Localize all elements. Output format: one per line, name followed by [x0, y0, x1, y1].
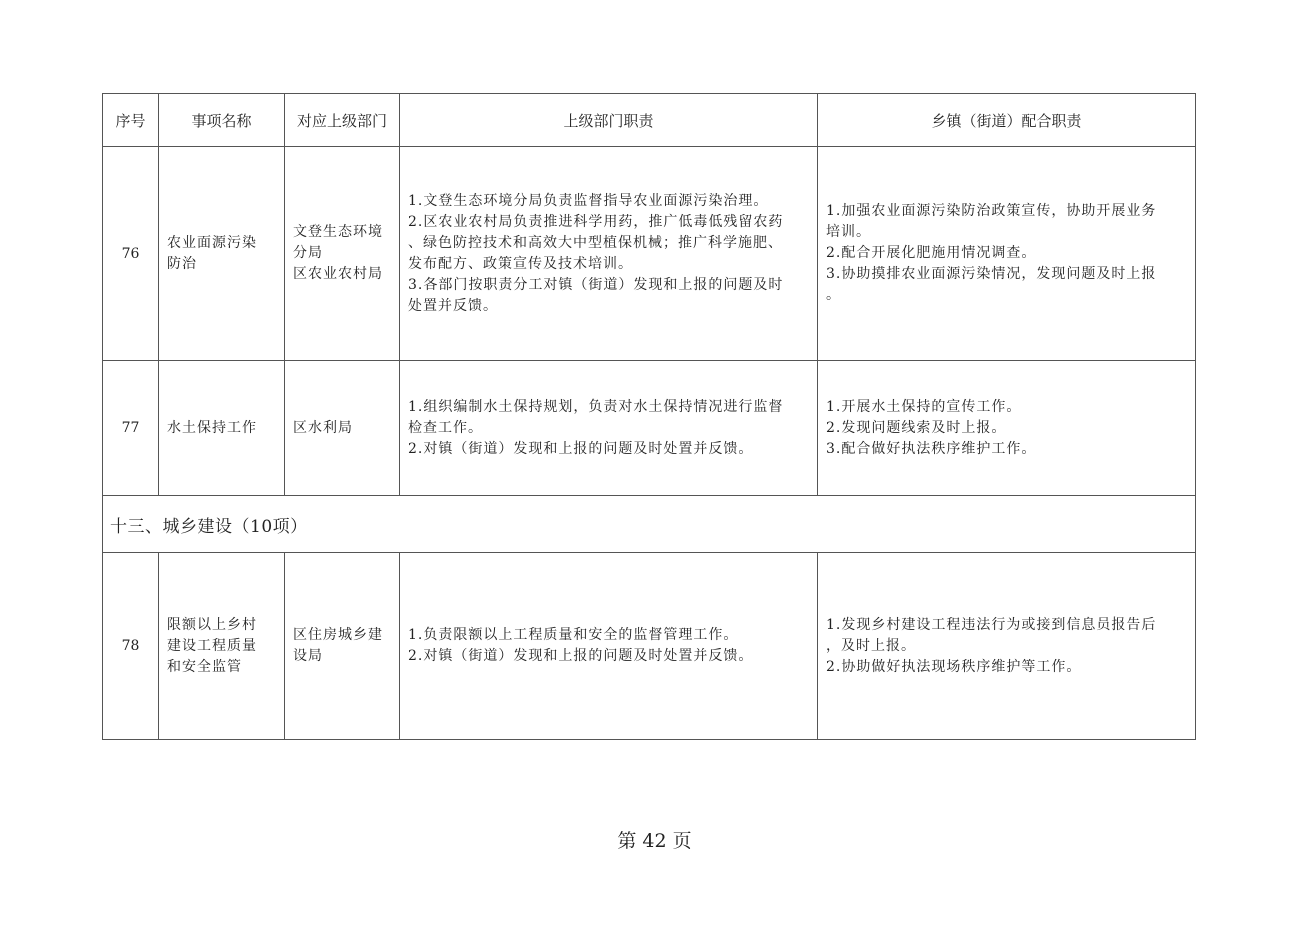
duty-line: 。 — [826, 287, 841, 303]
duty-line: 2.对镇（街道）发现和上报的问题及时处置并反馈。 — [408, 440, 754, 457]
header-upper-dept: 对应上级部门 — [285, 94, 400, 147]
duty-line: 培训。 — [826, 224, 871, 240]
duty-line: 1.负责限额以上工程质量和安全的监督管理工作。 — [408, 627, 739, 643]
upper-dept-cell — [285, 147, 400, 361]
row-number: 78 — [103, 553, 159, 740]
duty-line: 2.发现问题线索及时上报。 — [826, 419, 1007, 436]
dept-line: 分局 — [293, 245, 323, 261]
duty-line: 2.协助做好执法现场秩序维护等工作。 — [826, 658, 1082, 675]
item-name-cell — [159, 361, 285, 496]
section-title: 十三、城乡建设（10项） — [103, 496, 1196, 553]
town-duty-cell — [818, 553, 1196, 740]
table-row — [103, 553, 1196, 740]
upper-duty-cell — [400, 361, 818, 496]
item-name-line: 建设工程质量 — [167, 637, 257, 654]
town-duty-cell — [818, 147, 1196, 361]
duty-line: 1.开展水土保持的宣传工作。 — [826, 398, 1022, 415]
header-upper-duty: 上级部门职责 — [400, 94, 818, 147]
dept-line: 区水利局 — [293, 419, 353, 436]
row-number: 76 — [103, 147, 159, 361]
upper-duty-cell — [400, 553, 818, 740]
duty-line: 2.对镇（街道）发现和上报的问题及时处置并反馈。 — [408, 648, 754, 664]
town-duty-cell — [818, 361, 1196, 496]
table-header-row — [103, 94, 1196, 147]
dept-line: 文登生态环境 — [293, 224, 383, 240]
section-header-row — [103, 496, 1196, 553]
header-item-name: 事项名称 — [159, 94, 285, 147]
item-name-line: 农业面源污染 — [167, 234, 257, 251]
duty-table — [102, 93, 1196, 740]
duty-line: 2.区农业农村局负责推进科学用药，推广低毒低残留农药 — [408, 213, 784, 230]
header-town-duty: 乡镇（街道）配合职责 — [818, 94, 1196, 147]
upper-dept-cell — [285, 361, 400, 496]
item-name-line: 和安全监管 — [167, 658, 242, 675]
upper-dept-cell — [285, 553, 400, 740]
upper-duty-cell — [400, 147, 818, 361]
item-name-line: 限额以上乡村 — [167, 616, 257, 633]
item-name-line: 水土保持工作 — [167, 419, 257, 436]
duty-line: 2.配合开展化肥施用情况调查。 — [826, 245, 1037, 261]
dept-line: 区农业农村局 — [293, 266, 383, 282]
page-number: 第 42 页 — [617, 830, 692, 852]
duty-line: 3.各部门按职责分工对镇（街道）发现和上报的问题及时 — [408, 276, 784, 293]
duty-line: 发布配方、政策宣传及技术培训。 — [408, 255, 633, 272]
duty-line: 3.协助摸排农业面源污染情况，发现问题及时上报 — [826, 266, 1157, 282]
duty-line: 1.组织编制水土保持规划，负责对水土保持情况进行监督 — [408, 398, 784, 415]
duty-line: 1.文登生态环境分局负责监督指导农业面源污染治理。 — [408, 192, 769, 209]
dept-line: 设局 — [293, 648, 323, 664]
duty-line: 检查工作。 — [408, 419, 483, 436]
header-num: 序号 — [103, 94, 159, 147]
duty-line: ，及时上报。 — [826, 637, 916, 654]
table-row — [103, 147, 1196, 361]
item-name-cell — [159, 147, 285, 361]
item-name-cell — [159, 553, 285, 740]
dept-line: 区住房城乡建 — [293, 627, 383, 643]
duty-line: 处置并反馈。 — [408, 297, 498, 314]
duty-line: 1.发现乡村建设工程违法行为或接到信息员报告后 — [826, 616, 1157, 633]
duty-line: 3.配合做好执法秩序维护工作。 — [826, 440, 1037, 457]
duty-line: 、绿色防控技术和高效大中型植保机械；推广科学施肥、 — [408, 234, 783, 251]
row-number: 77 — [103, 361, 159, 496]
table-row — [103, 361, 1196, 496]
item-name-line: 防治 — [167, 255, 197, 272]
duty-line: 1.加强农业面源污染防治政策宣传，协助开展业务 — [826, 203, 1157, 219]
